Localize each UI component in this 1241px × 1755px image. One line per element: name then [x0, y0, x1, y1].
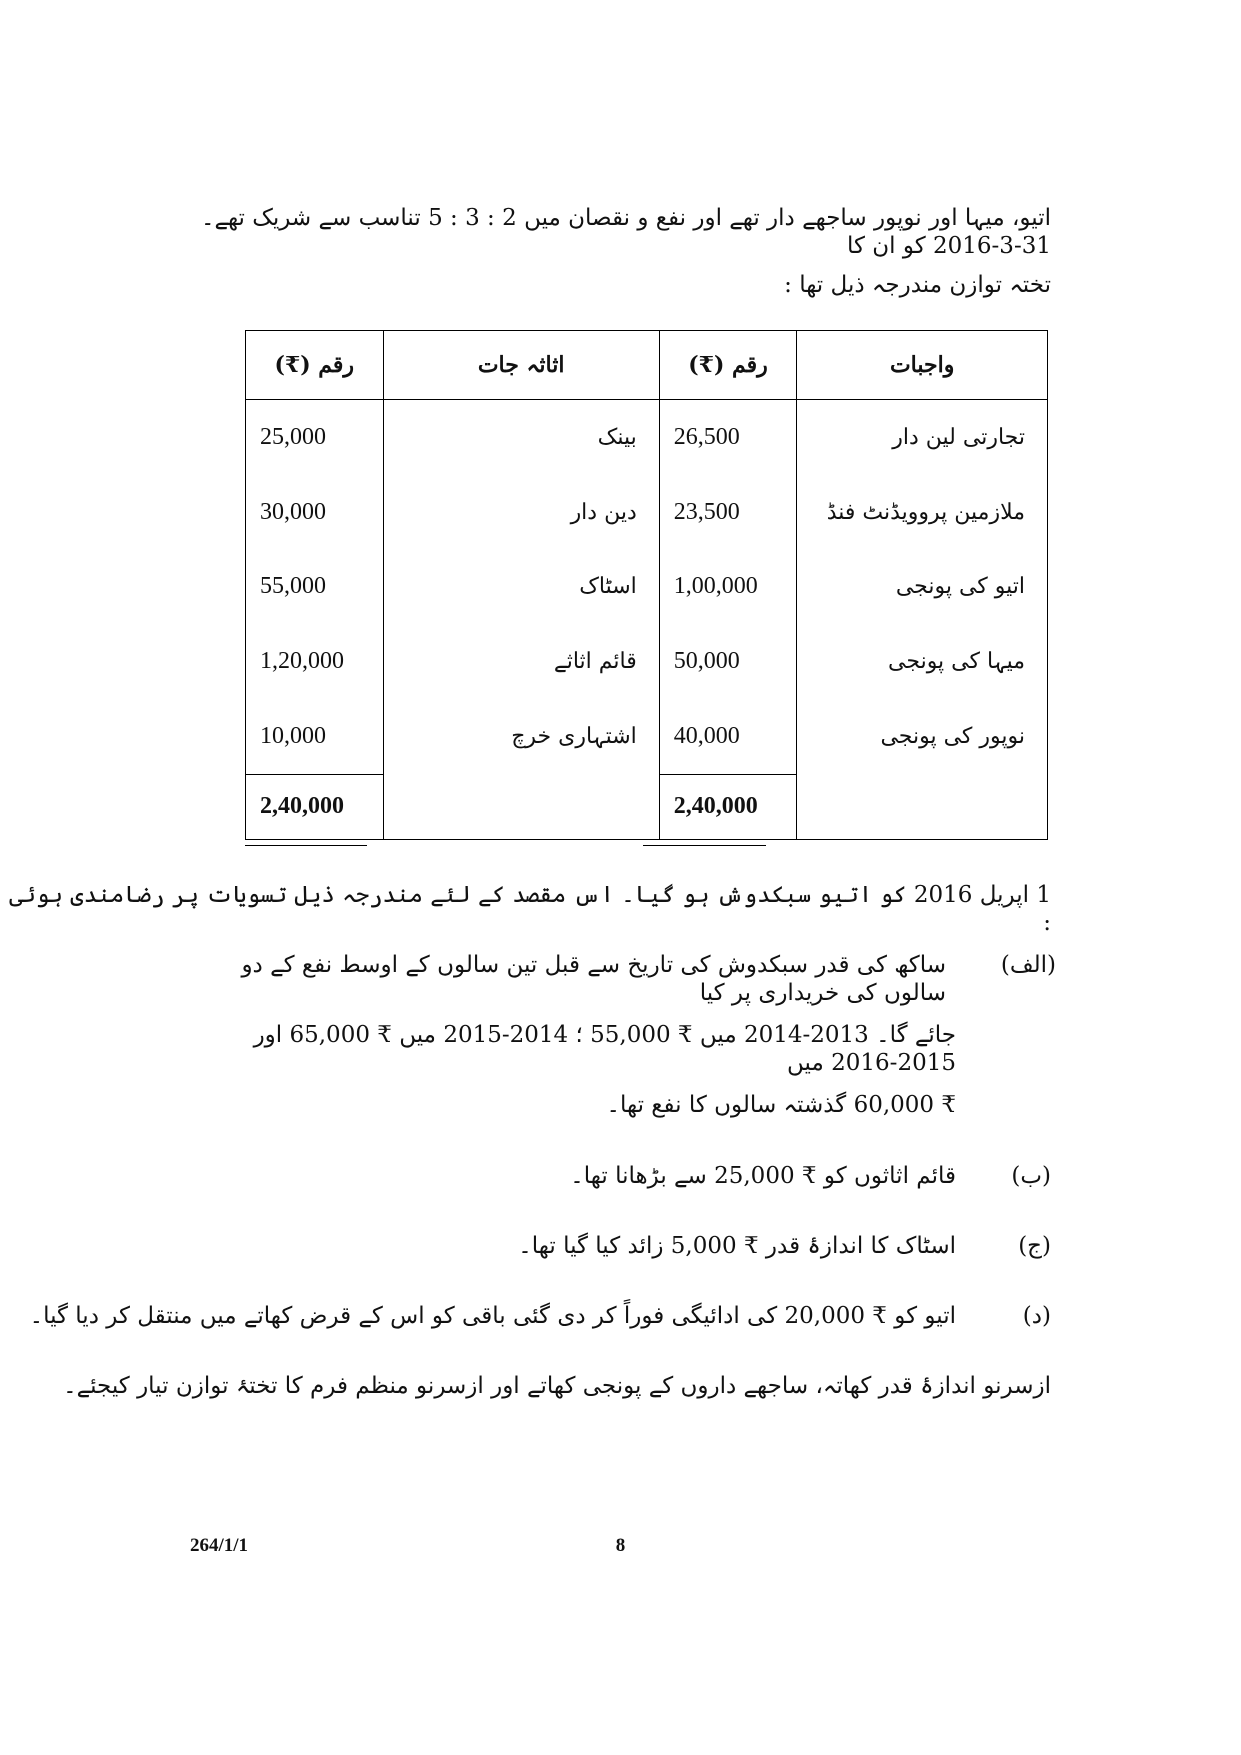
total-assets: 2,40,000	[246, 774, 384, 839]
page-number: 8	[615, 1535, 626, 1556]
question-final-instruction: ازسرنو اندازۂ قدر کھاتہ، ساجھے داروں کے پونجی کھاتے اور ازسرنو منظم فرم کا تختۂ توازن تیار کیجئے۔	[63, 1373, 1051, 1399]
balance-sheet-table	[245, 330, 1048, 840]
paper-code: 264/1/1	[190, 1535, 249, 1556]
total-assets-double-underline	[245, 845, 367, 846]
asset-name: بینک	[383, 400, 659, 475]
asset-name: اسٹاک	[383, 549, 659, 624]
intro-line-2: تختہ توازن مندرجہ ذیل تھا :	[784, 272, 1051, 298]
asset-name: دین دار	[383, 475, 659, 550]
table-row	[246, 400, 1048, 475]
table-row	[246, 475, 1048, 550]
item-dal-text: اتیو کو ₹ 20,000 کی ادائیگی فوراً کر دی گئی باقی کو اس کے قرض کھاتے میں منتقل کر دیا گیا۔	[29, 1303, 956, 1329]
totals-row	[246, 774, 1048, 839]
liability-name: تجارتی لین دار	[797, 400, 1048, 475]
liability-name: میہا کی پونجی	[797, 624, 1048, 699]
table-row	[246, 699, 1048, 774]
total-liabilities-double-underline	[643, 845, 766, 846]
question-intro: 1 اپریل 2016 کو اتیو سبکدوش ہو گیا۔ اس مقصد کے لئے مندرجہ ذیل تسویات پر رضامندی ہوئی :	[9, 882, 1051, 936]
liability-amount: 50,000	[659, 624, 797, 699]
item-alif-line-3: ₹ 60,000 گذشتہ سالوں کا نفع تھا۔	[606, 1092, 956, 1118]
liability-amount: 40,000	[659, 699, 797, 774]
item-alif-line-1: ساکھ کی قدر سبکدوش کی تاریخ سے قبل تین سالوں کے اوسط نفع کے دو سالوں کی خریداری پر کیا	[241, 952, 946, 1006]
item-alif-line-2: جائے گا۔ 2013-2014 میں ₹ 55,000 ؛ 2014-2015 میں ₹ 65,000 اور 2015-2016 میں	[253, 1022, 956, 1076]
item-label-jim: (ج)	[1018, 1233, 1051, 1259]
asset-amount: 1,20,000	[246, 624, 384, 699]
item-label-dal: (د)	[1022, 1303, 1051, 1329]
asset-amount: 25,000	[246, 400, 384, 475]
asset-name: قائم اثاثے	[383, 624, 659, 699]
item-be-text: قائم اثاثوں کو ₹ 25,000 سے بڑھانا تھا۔	[570, 1163, 956, 1189]
table-row	[246, 624, 1048, 699]
liability-name: اتیو کی پونجی	[797, 549, 1048, 624]
header-assets: اثاثہ جات	[383, 331, 659, 400]
asset-name: اشتہاری خرچ	[383, 699, 659, 774]
asset-amount: 10,000	[246, 699, 384, 774]
liability-name: نوپور کی پونجی	[797, 699, 1048, 774]
balance-sheet-header-row	[246, 331, 1048, 400]
header-assets-amount: رقم (₹)	[246, 331, 384, 400]
empty-cell	[383, 774, 659, 839]
table-row	[246, 549, 1048, 624]
liability-amount: 23,500	[659, 475, 797, 550]
liability-amount: 1,00,000	[659, 549, 797, 624]
liability-amount: 26,500	[659, 400, 797, 475]
total-liabilities: 2,40,000	[659, 774, 797, 839]
item-label-be: (ب)	[1011, 1163, 1051, 1189]
header-liabilities-amount: رقم (₹)	[659, 331, 797, 400]
header-liabilities: واجبات	[797, 331, 1048, 400]
item-label-alif: (الف)	[1000, 952, 1056, 978]
liability-name: ملازمین پروویڈنٹ فنڈ	[797, 475, 1048, 550]
item-jim-text: اسٹاک کا اندازۂ قدر ₹ 5,000 زائد کیا گیا تھا۔	[518, 1233, 956, 1259]
asset-amount: 55,000	[246, 549, 384, 624]
empty-cell	[797, 774, 1048, 839]
asset-amount: 30,000	[246, 475, 384, 550]
intro-line-1: اتیو، میہا اور نوپور ساجھے دار تھے اور نفع و نقصان میں 2 : 3 : 5 تناسب سے شریک تھے۔ 31-3-2016 کو ان کا	[200, 205, 1051, 259]
